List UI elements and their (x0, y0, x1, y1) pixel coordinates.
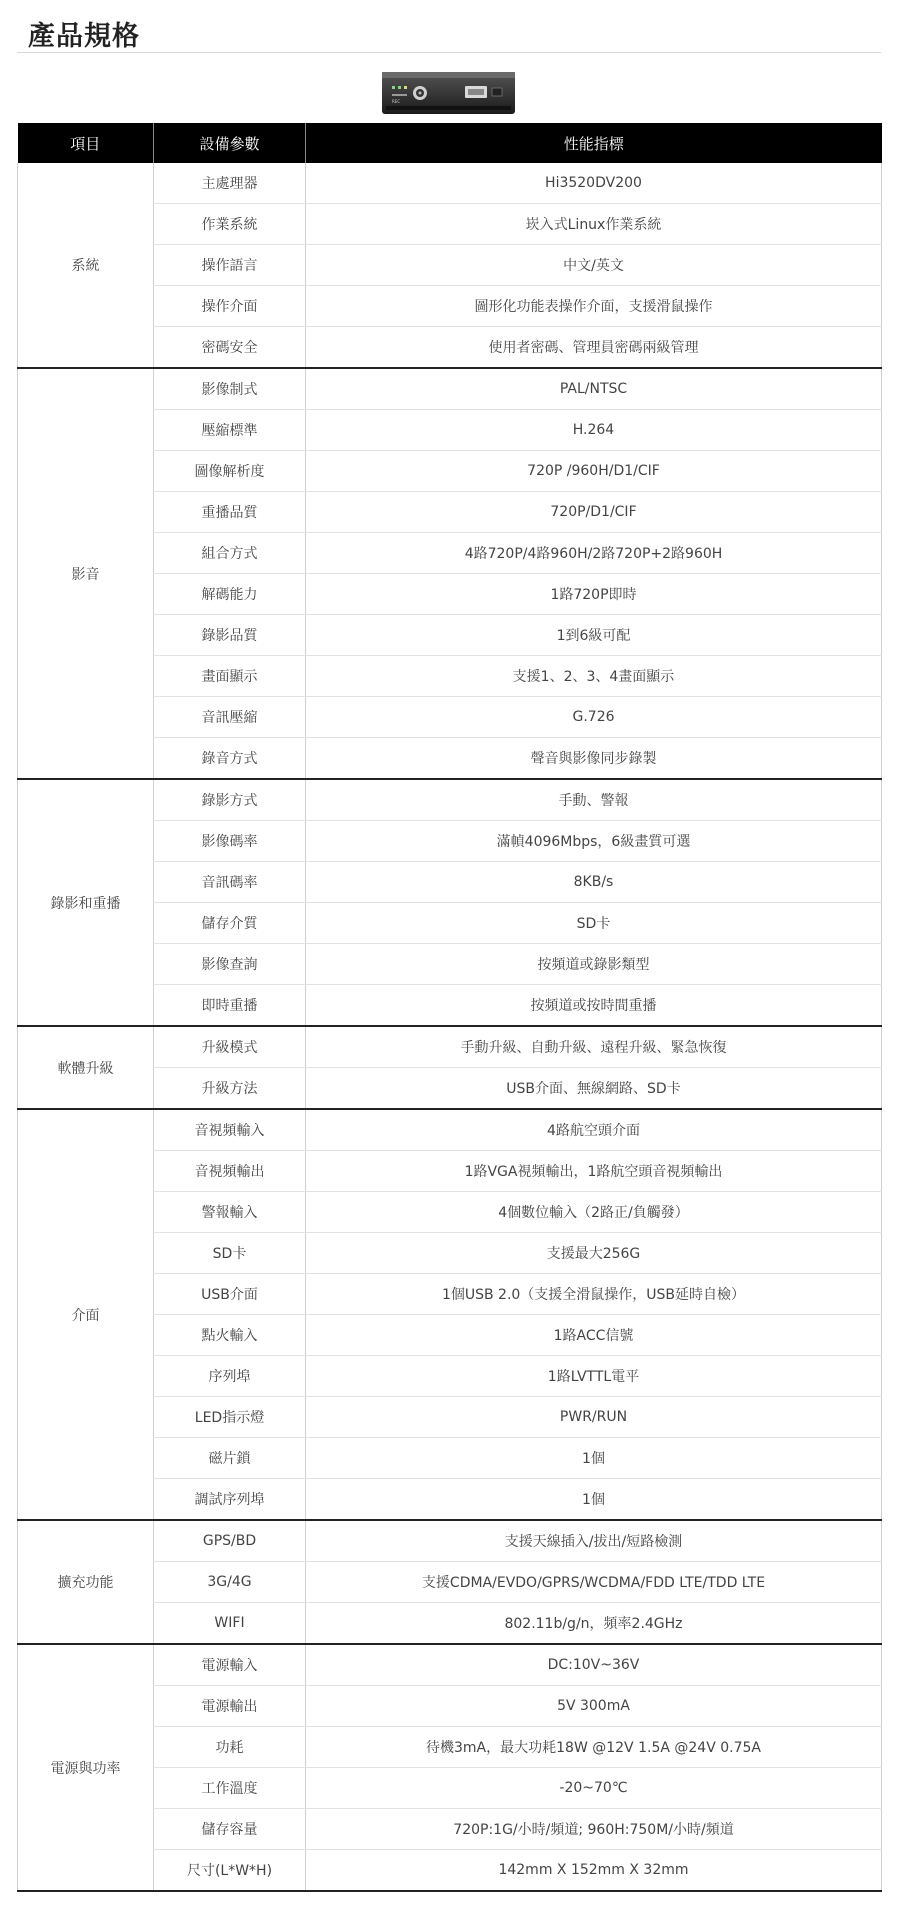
param-cell: 操作語言 (154, 245, 306, 286)
param-cell: 儲存介質 (154, 903, 306, 944)
table-row (18, 163, 882, 204)
value-cell: 1路720P即時 (306, 574, 882, 615)
value-cell: 聲音與影像同步錄製 (306, 738, 882, 780)
category-cell: 軟體升級 (18, 1026, 154, 1109)
param-cell: 壓縮標準 (154, 410, 306, 451)
param-cell: 影像碼率 (154, 821, 306, 862)
value-cell: -20~70℃ (306, 1768, 882, 1809)
value-cell: 使用者密碼、管理員密碼兩級管理 (306, 327, 882, 369)
param-cell: 工作溫度 (154, 1768, 306, 1809)
value-cell: 手動升級、自動升級、遠程升級、緊急恢復 (306, 1026, 882, 1068)
value-cell: 1路VGA視頻輸出，1路航空頭音視頻輸出 (306, 1151, 882, 1192)
value-cell: 支援最大256G (306, 1233, 882, 1274)
value-cell: 1到6級可配 (306, 615, 882, 656)
table-row (18, 1644, 882, 1686)
param-cell: 音訊碼率 (154, 862, 306, 903)
param-cell: 升級方法 (154, 1068, 306, 1110)
value-cell: 1路LVTTL電平 (306, 1356, 882, 1397)
param-cell: 3G/4G (154, 1562, 306, 1603)
param-cell: WIFI (154, 1603, 306, 1645)
value-cell: 8KB/s (306, 862, 882, 903)
header-param: 設備參數 (154, 123, 306, 163)
category-cell: 系統 (18, 163, 154, 368)
value-cell: 中文/英文 (306, 245, 882, 286)
value-cell: 720P:1G/小時/頻道; 960H:750M/小時/頻道 (306, 1809, 882, 1850)
table-row (18, 779, 882, 821)
param-cell: 圖像解析度 (154, 451, 306, 492)
value-cell: 5V 300mA (306, 1686, 882, 1727)
value-cell: 4路720P/4路960H/2路720P+2路960H (306, 533, 882, 574)
param-cell: 音訊壓縮 (154, 697, 306, 738)
value-cell: 支援天線插入/拔出/短路檢測 (306, 1520, 882, 1562)
value-cell: 手動、警報 (306, 779, 882, 821)
param-cell: 影像制式 (154, 368, 306, 410)
param-cell: 功耗 (154, 1727, 306, 1768)
table-row (18, 1109, 882, 1151)
value-cell: 崁入式Linux作業系統 (306, 204, 882, 245)
table-header-row (18, 123, 882, 163)
value-cell: G.726 (306, 697, 882, 738)
value-cell: 1路ACC信號 (306, 1315, 882, 1356)
param-cell: 音視頻輸入 (154, 1109, 306, 1151)
page-title: 產品規格 (28, 21, 140, 52)
category-cell: 擴充功能 (18, 1520, 154, 1644)
category-cell: 介面 (18, 1109, 154, 1520)
param-cell: 警報輸入 (154, 1192, 306, 1233)
param-cell: SD卡 (154, 1233, 306, 1274)
value-cell: PAL/NTSC (306, 368, 882, 410)
value-cell: DC:10V~36V (306, 1644, 882, 1686)
param-cell: 尺寸(L*W*H) (154, 1850, 306, 1892)
param-cell: 升級模式 (154, 1026, 306, 1068)
value-cell: 支援1、2、3、4畫面顯示 (306, 656, 882, 697)
value-cell: 802.11b/g/n，頻率2.4GHz (306, 1603, 882, 1645)
product-image (380, 66, 517, 120)
param-cell: 解碼能力 (154, 574, 306, 615)
category-cell: 電源與功率 (18, 1644, 154, 1891)
param-cell: LED指示燈 (154, 1397, 306, 1438)
param-cell: GPS/BD (154, 1520, 306, 1562)
param-cell: 錄影品質 (154, 615, 306, 656)
param-cell: 作業系統 (154, 204, 306, 245)
spec-table (17, 123, 882, 1892)
device-led-label: REC (392, 99, 401, 104)
value-cell: 1個USB 2.0（支援全滑鼠操作，USB延時自檢） (306, 1274, 882, 1315)
value-cell: 4路航空頭介面 (306, 1109, 882, 1151)
value-cell: 支援CDMA/EVDO/GPRS/WCDMA/FDD LTE/TDD LTE (306, 1562, 882, 1603)
param-cell: USB介面 (154, 1274, 306, 1315)
value-cell: 142mm X 152mm X 32mm (306, 1850, 882, 1892)
value-cell: H.264 (306, 410, 882, 451)
param-cell: 電源輸出 (154, 1686, 306, 1727)
value-cell: 按頻道或按時間重播 (306, 985, 882, 1027)
value-cell: 720P/D1/CIF (306, 492, 882, 533)
category-cell: 錄影和重播 (18, 779, 154, 1026)
value-cell: 1個 (306, 1479, 882, 1521)
param-cell: 組合方式 (154, 533, 306, 574)
param-cell: 錄影方式 (154, 779, 306, 821)
value-cell: 待機3mA，最大功耗18W @12V 1.5A @24V 0.75A (306, 1727, 882, 1768)
value-cell: 720P /960H/D1/CIF (306, 451, 882, 492)
table-row (18, 368, 882, 410)
title-divider (17, 52, 881, 53)
value-cell: USB介面、無線網路、SD卡 (306, 1068, 882, 1110)
value-cell: 按頻道或錄影類型 (306, 944, 882, 985)
value-cell: PWR/RUN (306, 1397, 882, 1438)
param-cell: 重播品質 (154, 492, 306, 533)
table-row (18, 1520, 882, 1562)
category-cell: 影音 (18, 368, 154, 779)
table-row (18, 1026, 882, 1068)
param-cell: 調試序列埠 (154, 1479, 306, 1521)
header-value: 性能指標 (306, 123, 882, 163)
param-cell: 錄音方式 (154, 738, 306, 780)
param-cell: 點火輸入 (154, 1315, 306, 1356)
param-cell: 操作介面 (154, 286, 306, 327)
param-cell: 電源輸入 (154, 1644, 306, 1686)
param-cell: 密碼安全 (154, 327, 306, 369)
value-cell: SD卡 (306, 903, 882, 944)
param-cell: 儲存容量 (154, 1809, 306, 1850)
value-cell: Hi3520DV200 (306, 163, 882, 204)
param-cell: 主處理器 (154, 163, 306, 204)
value-cell: 1個 (306, 1438, 882, 1479)
header-item: 項目 (18, 123, 154, 163)
param-cell: 序列埠 (154, 1356, 306, 1397)
param-cell: 畫面顯示 (154, 656, 306, 697)
param-cell: 影像查詢 (154, 944, 306, 985)
param-cell: 磁片鎖 (154, 1438, 306, 1479)
value-cell: 4個數位輸入（2路正/負觸發） (306, 1192, 882, 1233)
param-cell: 音視頻輸出 (154, 1151, 306, 1192)
value-cell: 滿幀4096Mbps，6級畫質可選 (306, 821, 882, 862)
value-cell: 圖形化功能表操作介面，支援滑鼠操作 (306, 286, 882, 327)
param-cell: 即時重播 (154, 985, 306, 1027)
